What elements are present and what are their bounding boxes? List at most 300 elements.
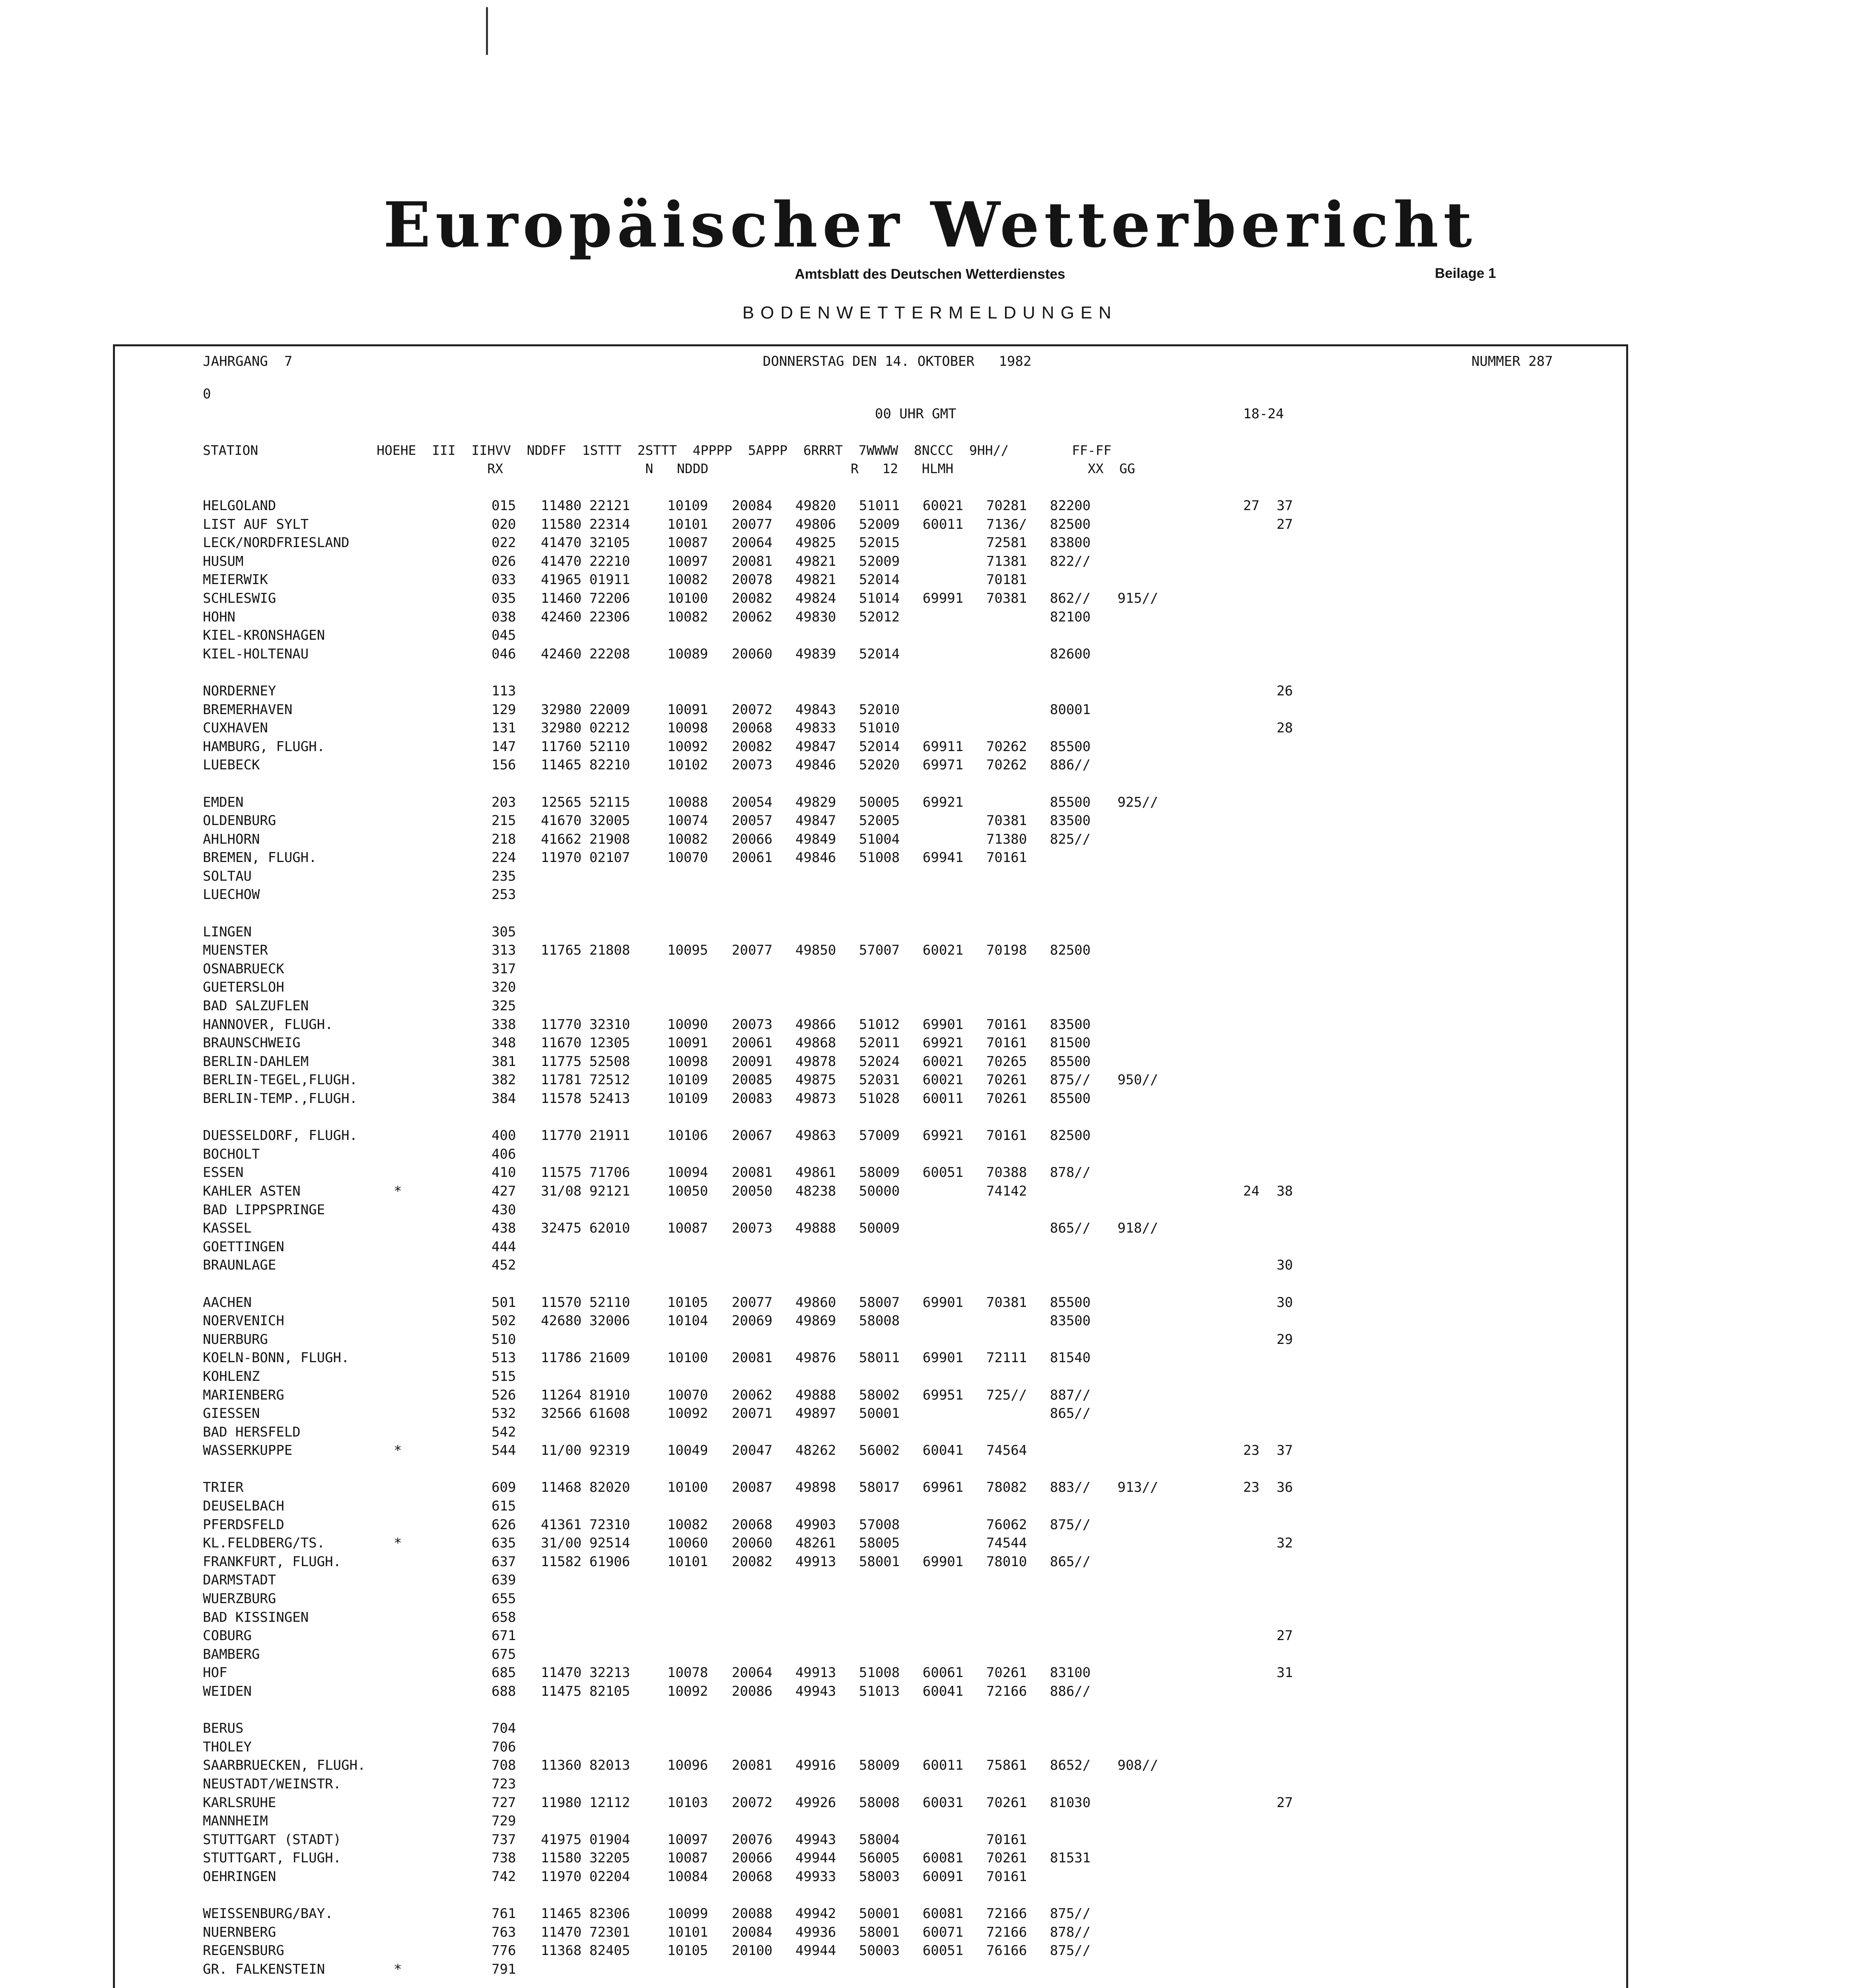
cell-station: STUTTGART, FLUGH. bbox=[203, 1850, 341, 1866]
cell-station: AACHEN bbox=[203, 1294, 252, 1310]
cell-station-id: 513 bbox=[492, 1350, 516, 1366]
cell-group-2sttt: 20084 bbox=[732, 1924, 773, 1940]
cell-group-2sttt: 20091 bbox=[732, 1053, 773, 1070]
cell-group-7wwww: 725// bbox=[986, 1387, 1027, 1403]
cell-group-8nccc: 875// bbox=[1050, 1906, 1091, 1922]
cell-group-9hh: 918// bbox=[1118, 1220, 1158, 1237]
cell-station-id: 305 bbox=[492, 924, 516, 940]
cell-station-id: 542 bbox=[492, 1424, 516, 1440]
cell-group-4pppp: 49820 bbox=[795, 498, 836, 514]
cell-nddff: 12112 bbox=[589, 1794, 630, 1811]
cell-ff-gg: 37 bbox=[1277, 1442, 1293, 1459]
cell-group-1sttt: 10092 bbox=[667, 1683, 708, 1699]
cell-group-1sttt: 10082 bbox=[667, 1516, 708, 1533]
cell-group-7wwww: 7136/ bbox=[986, 516, 1027, 532]
cell-station: KAHLER ASTEN bbox=[203, 1183, 301, 1199]
cell-nddff: 01904 bbox=[589, 1831, 630, 1848]
cell-station: PFERDSFELD bbox=[203, 1516, 284, 1533]
cell-group-7wwww: 70161 bbox=[986, 850, 1027, 866]
cell-nddff: 61608 bbox=[589, 1406, 630, 1422]
cell-station-id: 313 bbox=[492, 942, 516, 959]
cell-group-6rrrt: 60031 bbox=[923, 1794, 964, 1811]
cell-station: BREMERHAVEN bbox=[203, 701, 293, 718]
cell-nddff: 52508 bbox=[589, 1053, 630, 1070]
cell-group-1sttt: 10103 bbox=[667, 1794, 708, 1811]
cell-station-id: 253 bbox=[492, 887, 516, 903]
cell-station: LUECHOW bbox=[203, 887, 260, 903]
cell-station-id: 381 bbox=[492, 1053, 516, 1070]
cell-group-4pppp: 49850 bbox=[795, 942, 836, 959]
cell-nddff: 22210 bbox=[589, 553, 630, 569]
cell-iihvv: 31/00 bbox=[541, 1535, 582, 1551]
cell-nddff: 32205 bbox=[589, 1850, 630, 1866]
cell-station-id: 737 bbox=[492, 1831, 516, 1848]
cell-station-id: 406 bbox=[492, 1146, 516, 1162]
cell-group-2sttt: 20061 bbox=[732, 850, 773, 866]
cell-group-1sttt: 10049 bbox=[667, 1442, 708, 1459]
cell-group-2sttt: 20073 bbox=[732, 1016, 773, 1033]
cell-nddff: 72310 bbox=[589, 1516, 630, 1533]
cell-iihvv: 41975 bbox=[541, 1831, 582, 1848]
cell-group-4pppp: 49944 bbox=[795, 1943, 836, 1959]
cell-station: LECK/NORDFRIESLAND bbox=[203, 535, 350, 551]
cell-group-8nccc: 878// bbox=[1050, 1165, 1091, 1181]
cell-station: BOCHOLT bbox=[203, 1146, 260, 1162]
cell-group-5appp: 50001 bbox=[859, 1406, 900, 1422]
cell-ff-gg: 30 bbox=[1277, 1257, 1293, 1274]
cell-group-6rrrt: 60071 bbox=[923, 1924, 964, 1940]
cell-station-id: 035 bbox=[492, 590, 516, 606]
cell-group-4pppp: 49846 bbox=[795, 850, 836, 866]
cell-group-5appp: 51004 bbox=[859, 831, 900, 847]
cell-mountain-mark: * bbox=[394, 1183, 402, 1199]
cell-nddff: 71706 bbox=[589, 1165, 630, 1181]
cell-iihvv: 41470 bbox=[541, 553, 582, 569]
cell-group-4pppp: 49824 bbox=[795, 590, 836, 606]
cell-group-1sttt: 10091 bbox=[667, 1035, 708, 1051]
cell-group-5appp: 52011 bbox=[859, 1035, 900, 1051]
cell-nddff: 92121 bbox=[589, 1183, 630, 1199]
cell-station: DUESSELDORF, FLUGH. bbox=[203, 1128, 358, 1144]
cell-station: BAD LIPPSPRINGE bbox=[203, 1202, 325, 1218]
cell-group-2sttt: 20068 bbox=[732, 720, 773, 736]
cell-station-id: 400 bbox=[492, 1128, 516, 1144]
cell-station-id: 156 bbox=[492, 757, 516, 773]
cell-group-1sttt: 10101 bbox=[667, 1924, 708, 1940]
cell-station-id: 742 bbox=[492, 1868, 516, 1885]
cell-group-8nccc: 85500 bbox=[1050, 738, 1091, 755]
cell-iihvv: 11570 bbox=[541, 1294, 582, 1310]
cell-station: WUERZBURG bbox=[203, 1591, 276, 1607]
cell-nddff: 12305 bbox=[589, 1035, 630, 1051]
cell-iihvv: 11775 bbox=[541, 1053, 582, 1070]
cell-group-2sttt: 20082 bbox=[732, 738, 773, 755]
cell-iihvv: 11980 bbox=[541, 1794, 582, 1811]
cell-group-4pppp: 49868 bbox=[795, 1035, 836, 1051]
cell-station: HUSUM bbox=[203, 553, 244, 569]
cell-group-1sttt: 10082 bbox=[667, 609, 708, 625]
cell-station-id: 015 bbox=[492, 498, 516, 514]
cell-station-id: 317 bbox=[492, 961, 516, 977]
cell-group-7wwww: 78010 bbox=[986, 1553, 1027, 1570]
cell-station: KIEL-KRONSHAGEN bbox=[203, 627, 325, 644]
cell-group-2sttt: 20071 bbox=[732, 1406, 773, 1422]
cell-group-5appp: 52020 bbox=[859, 757, 900, 773]
cell-iihvv: 41965 bbox=[541, 572, 582, 588]
cell-group-1sttt: 10087 bbox=[667, 1220, 708, 1237]
cell-group-4pppp: 49821 bbox=[795, 553, 836, 569]
cell-iihvv: 11470 bbox=[541, 1665, 582, 1681]
cell-iihvv: 11580 bbox=[541, 516, 582, 532]
cell-group-8nccc: 887// bbox=[1050, 1387, 1091, 1403]
cell-group-6rrrt: 60041 bbox=[923, 1442, 964, 1459]
cell-ff-gg: 27 bbox=[1277, 516, 1293, 532]
cell-mountain-mark: * bbox=[394, 1535, 402, 1551]
cell-station: BERUS bbox=[203, 1720, 244, 1737]
cell-group-4pppp: 49878 bbox=[795, 1053, 836, 1070]
cell-station: MUENSTER bbox=[203, 942, 268, 959]
cell-station: KOHLENZ bbox=[203, 1368, 260, 1384]
cell-group-1sttt: 10101 bbox=[667, 1553, 708, 1570]
cell-station: WEISSENBURG/BAY. bbox=[203, 1906, 333, 1922]
cell-station: BERLIN-DAHLEM bbox=[203, 1053, 309, 1070]
cell-group-9hh: 925// bbox=[1118, 794, 1158, 810]
cell-station-id: 526 bbox=[492, 1387, 516, 1403]
cell-group-4pppp: 49888 bbox=[795, 1387, 836, 1403]
cell-group-2sttt: 20047 bbox=[732, 1442, 773, 1459]
cell-group-2sttt: 20060 bbox=[732, 646, 773, 662]
cell-ff-xx: 23 bbox=[1243, 1442, 1259, 1459]
cell-nddff: 32213 bbox=[589, 1665, 630, 1681]
cell-group-8nccc: 83500 bbox=[1050, 813, 1091, 829]
cell-group-5appp: 58009 bbox=[859, 1165, 900, 1181]
cell-group-7wwww: 70265 bbox=[986, 1053, 1027, 1070]
cell-group-6rrrt: 60061 bbox=[923, 1665, 964, 1681]
cell-station: COBURG bbox=[203, 1628, 252, 1644]
cell-station: ESSEN bbox=[203, 1165, 244, 1181]
cell-station: BERLIN-TEGEL,FLUGH. bbox=[203, 1072, 358, 1088]
cell-group-2sttt: 20066 bbox=[732, 1850, 773, 1866]
cell-group-2sttt: 20077 bbox=[732, 1294, 773, 1310]
cell-station: KASSEL bbox=[203, 1220, 252, 1237]
cell-group-5appp: 58008 bbox=[859, 1794, 900, 1811]
cell-station: LUEBECK bbox=[203, 757, 260, 773]
cell-group-8nccc: 875// bbox=[1050, 1943, 1091, 1959]
supplement-label: Beilage 1 bbox=[1435, 266, 1496, 281]
cell-group-1sttt: 10087 bbox=[667, 1850, 708, 1866]
cell-ff-xx: 24 bbox=[1243, 1183, 1259, 1199]
cell-group-8nccc: 825// bbox=[1050, 831, 1091, 847]
cell-group-8nccc: 82500 bbox=[1050, 942, 1091, 959]
cell-group-6rrrt: 60021 bbox=[923, 1072, 964, 1088]
cell-group-5appp: 52031 bbox=[859, 1072, 900, 1088]
cell-group-5appp: 50009 bbox=[859, 1220, 900, 1237]
cell-station-id: 325 bbox=[492, 998, 516, 1014]
cell-nddff: 52110 bbox=[589, 1294, 630, 1310]
cell-station-id: 791 bbox=[492, 1961, 516, 1977]
cell-station-id: 655 bbox=[492, 1591, 516, 1607]
cell-nddff: 81910 bbox=[589, 1387, 630, 1403]
cell-group-2sttt: 20069 bbox=[732, 1313, 773, 1329]
cell-group-1sttt: 10050 bbox=[667, 1183, 708, 1199]
cell-group-6rrrt: 60011 bbox=[923, 1757, 964, 1774]
cell-group-2sttt: 20050 bbox=[732, 1183, 773, 1199]
cell-station-id: 218 bbox=[492, 831, 516, 847]
cell-iihvv: 11368 bbox=[541, 1943, 582, 1959]
cell-group-2sttt: 20073 bbox=[732, 757, 773, 773]
cell-station: MARIENBERG bbox=[203, 1387, 284, 1403]
cell-group-2sttt: 20085 bbox=[732, 1072, 773, 1088]
cell-station: MEIERWIK bbox=[203, 572, 268, 588]
cell-group-4pppp: 49806 bbox=[795, 516, 836, 532]
cell-group-4pppp: 49897 bbox=[795, 1406, 836, 1422]
cell-station-id: 685 bbox=[492, 1665, 516, 1681]
cell-group-8nccc: 85500 bbox=[1050, 1091, 1091, 1107]
cell-station-id: 452 bbox=[492, 1257, 516, 1274]
cell-group-2sttt: 20081 bbox=[732, 1350, 773, 1366]
cell-group-2sttt: 20081 bbox=[732, 1165, 773, 1181]
cell-nddff: 22009 bbox=[589, 701, 630, 718]
cell-station: SOLTAU bbox=[203, 868, 252, 884]
cell-station-id: 501 bbox=[492, 1294, 516, 1310]
cell-group-6rrrt: 60081 bbox=[923, 1906, 964, 1922]
cell-group-5appp: 58003 bbox=[859, 1868, 900, 1885]
cell-group-6rrrt: 69901 bbox=[923, 1016, 964, 1033]
cell-station-id: 045 bbox=[492, 627, 516, 644]
cell-nddff: 82210 bbox=[589, 757, 630, 773]
cell-iihvv: 11470 bbox=[541, 1924, 582, 1940]
cell-station-id: 033 bbox=[492, 572, 516, 588]
cell-group-6rrrt: 60041 bbox=[923, 1683, 964, 1699]
cell-group-8nccc: 862// bbox=[1050, 590, 1091, 606]
cell-group-2sttt: 20067 bbox=[732, 1128, 773, 1144]
cell-station: KIEL-HOLTENAU bbox=[203, 646, 309, 662]
cell-group-9hh: 915// bbox=[1118, 590, 1158, 606]
cell-group-1sttt: 10099 bbox=[667, 1906, 708, 1922]
cell-group-5appp: 52010 bbox=[859, 701, 900, 718]
cell-station: OSNABRUECK bbox=[203, 961, 284, 977]
cell-station-id: 708 bbox=[492, 1757, 516, 1774]
cell-group-8nccc: 878// bbox=[1050, 1924, 1091, 1940]
cell-iihvv: 12565 bbox=[541, 794, 582, 810]
cell-group-4pppp: 49936 bbox=[795, 1924, 836, 1940]
cell-group-8nccc: 85500 bbox=[1050, 1053, 1091, 1070]
cell-nddff: 82020 bbox=[589, 1479, 630, 1496]
cell-station-id: 430 bbox=[492, 1202, 516, 1218]
cell-group-7wwww: 70181 bbox=[986, 572, 1027, 588]
cell-group-4pppp: 49913 bbox=[795, 1665, 836, 1681]
cell-group-6rrrt: 60021 bbox=[923, 498, 964, 514]
observation-time: 00 UHR GMT bbox=[875, 406, 956, 422]
cell-iihvv: 42680 bbox=[541, 1313, 582, 1329]
cell-station-id: 729 bbox=[492, 1813, 516, 1829]
cell-group-8nccc: 865// bbox=[1050, 1220, 1091, 1237]
cell-group-1sttt: 10070 bbox=[667, 1387, 708, 1403]
cell-station: SAARBRUECKEN, FLUGH. bbox=[203, 1757, 366, 1774]
cell-station-id: 320 bbox=[492, 979, 516, 996]
cell-iihvv: 11786 bbox=[541, 1350, 582, 1366]
cell-station-id: 235 bbox=[492, 868, 516, 884]
cell-iihvv: 11480 bbox=[541, 498, 582, 514]
cell-group-2sttt: 20084 bbox=[732, 498, 773, 514]
cell-group-8nccc: 83800 bbox=[1050, 535, 1091, 551]
cell-station-id: 026 bbox=[492, 553, 516, 569]
cell-iihvv: 11580 bbox=[541, 1850, 582, 1866]
cell-nddff: 32006 bbox=[589, 1313, 630, 1329]
cell-group-6rrrt: 69901 bbox=[923, 1553, 964, 1570]
cell-group-8nccc: 81030 bbox=[1050, 1794, 1091, 1811]
cell-group-8nccc: 8652/ bbox=[1050, 1757, 1091, 1774]
cell-group-4pppp: 49829 bbox=[795, 794, 836, 810]
cell-group-1sttt: 10101 bbox=[667, 516, 708, 532]
cell-station-id: 635 bbox=[492, 1535, 516, 1551]
cell-iihvv: 11360 bbox=[541, 1757, 582, 1774]
cell-nddff: 82306 bbox=[589, 1906, 630, 1922]
cell-group-7wwww: 70261 bbox=[986, 1665, 1027, 1681]
cell-iihvv: 11970 bbox=[541, 850, 582, 866]
cell-station: HANNOVER, FLUGH. bbox=[203, 1016, 333, 1033]
cell-group-2sttt: 20072 bbox=[732, 1794, 773, 1811]
cell-iihvv: 11468 bbox=[541, 1479, 582, 1496]
cell-station: KOELN-BONN, FLUGH. bbox=[203, 1350, 350, 1366]
cell-group-2sttt: 20062 bbox=[732, 609, 773, 625]
cell-station-id: 038 bbox=[492, 609, 516, 625]
cell-group-8nccc: 83500 bbox=[1050, 1016, 1091, 1033]
cell-group-4pppp: 49821 bbox=[795, 572, 836, 588]
cell-group-7wwww: 70161 bbox=[986, 1128, 1027, 1144]
cell-group-7wwww: 70161 bbox=[986, 1868, 1027, 1885]
cell-group-7wwww: 70261 bbox=[986, 1850, 1027, 1866]
cell-station-id: 675 bbox=[492, 1646, 516, 1662]
cell-group-5appp: 52014 bbox=[859, 646, 900, 662]
cell-group-6rrrt: 69911 bbox=[923, 738, 964, 755]
cell-station-id: 384 bbox=[492, 1091, 516, 1107]
cell-station-id: 776 bbox=[492, 1943, 516, 1959]
cell-group-1sttt: 10105 bbox=[667, 1294, 708, 1310]
cell-station: NOERVENICH bbox=[203, 1313, 284, 1329]
cell-group-4pppp: 49830 bbox=[795, 609, 836, 625]
cell-group-2sttt: 20054 bbox=[732, 794, 773, 810]
cell-iihvv: 11770 bbox=[541, 1128, 582, 1144]
cell-group-1sttt: 10087 bbox=[667, 535, 708, 551]
cell-group-5appp: 51008 bbox=[859, 1665, 900, 1681]
cell-group-7wwww: 70381 bbox=[986, 813, 1027, 829]
cell-station-id: 046 bbox=[492, 646, 516, 662]
cell-station-id: 510 bbox=[492, 1331, 516, 1347]
cell-group-5appp: 51008 bbox=[859, 850, 900, 866]
cell-group-7wwww: 71380 bbox=[986, 831, 1027, 847]
cell-station-id: 203 bbox=[492, 794, 516, 810]
cell-station-id: 410 bbox=[492, 1165, 516, 1181]
cell-group-5appp: 58009 bbox=[859, 1757, 900, 1774]
cell-group-7wwww: 70161 bbox=[986, 1035, 1027, 1051]
cell-group-8nccc: 82200 bbox=[1050, 498, 1091, 514]
cell-station: GOETTINGEN bbox=[203, 1239, 284, 1255]
cell-group-2sttt: 20076 bbox=[732, 1831, 773, 1848]
cell-nddff: 92319 bbox=[589, 1442, 630, 1459]
cell-station-id: 761 bbox=[492, 1906, 516, 1922]
cell-group-8nccc: 81500 bbox=[1050, 1035, 1091, 1051]
cell-group-4pppp: 49933 bbox=[795, 1868, 836, 1885]
cell-group-4pppp: 49847 bbox=[795, 813, 836, 829]
cell-group-7wwww: 70388 bbox=[986, 1165, 1027, 1181]
cell-group-4pppp: 49875 bbox=[795, 1072, 836, 1088]
cell-group-4pppp: 49833 bbox=[795, 720, 836, 736]
cell-ff-gg: 38 bbox=[1277, 1183, 1293, 1199]
cell-group-2sttt: 20061 bbox=[732, 1035, 773, 1051]
cell-group-1sttt: 10091 bbox=[667, 701, 708, 718]
cell-group-7wwww: 70281 bbox=[986, 498, 1027, 514]
cell-group-4pppp: 49916 bbox=[795, 1757, 836, 1774]
cell-group-9hh: 913// bbox=[1118, 1479, 1158, 1496]
cell-group-2sttt: 20060 bbox=[732, 1535, 773, 1551]
cell-group-6rrrt: 60011 bbox=[923, 516, 964, 532]
cell-group-6rrrt: 69951 bbox=[923, 1387, 964, 1403]
cell-station-id: 723 bbox=[492, 1776, 516, 1792]
cell-station: BREMEN, FLUGH. bbox=[203, 850, 317, 866]
cell-group-7wwww: 70261 bbox=[986, 1794, 1027, 1811]
cell-station: BRAUNLAGE bbox=[203, 1257, 276, 1274]
cell-group-7wwww: 70261 bbox=[986, 1091, 1027, 1107]
cell-group-4pppp: 49847 bbox=[795, 738, 836, 755]
cell-station: BAMBERG bbox=[203, 1646, 260, 1662]
marker-label: 0 bbox=[203, 386, 211, 402]
cell-ff-gg: 32 bbox=[1277, 1535, 1293, 1551]
cell-group-1sttt: 10088 bbox=[667, 794, 708, 810]
cell-group-5appp: 58001 bbox=[859, 1553, 900, 1570]
cell-group-1sttt: 10078 bbox=[667, 1665, 708, 1681]
cell-group-5appp: 52024 bbox=[859, 1053, 900, 1070]
cell-group-1sttt: 10109 bbox=[667, 1072, 708, 1088]
cell-group-6rrrt: 60011 bbox=[923, 1091, 964, 1107]
cell-group-6rrrt: 69901 bbox=[923, 1294, 964, 1310]
cell-iihvv: 11475 bbox=[541, 1683, 582, 1699]
cell-station-id: 022 bbox=[492, 535, 516, 551]
cell-group-5appp: 51013 bbox=[859, 1683, 900, 1699]
cell-group-9hh: 908// bbox=[1118, 1757, 1158, 1774]
page-title: Europäischer Wetterbericht bbox=[383, 188, 1477, 261]
cell-station: STUTTGART (STADT) bbox=[203, 1831, 341, 1848]
cell-group-6rrrt: 69941 bbox=[923, 850, 964, 866]
cell-group-4pppp: 49866 bbox=[795, 1016, 836, 1033]
cell-station-id: 444 bbox=[492, 1239, 516, 1255]
cell-nddff: 72512 bbox=[589, 1072, 630, 1088]
cell-station-id: 382 bbox=[492, 1072, 516, 1088]
cell-group-5appp: 52012 bbox=[859, 609, 900, 625]
cell-group-1sttt: 10070 bbox=[667, 850, 708, 866]
cell-nddff: 02204 bbox=[589, 1868, 630, 1885]
column-header-line-2: RX N NDDD R 12 HLMH XX GG bbox=[203, 461, 1135, 476]
period-label: 18-24 bbox=[1243, 406, 1284, 422]
cell-group-4pppp: 49926 bbox=[795, 1794, 836, 1811]
cell-group-1sttt: 10089 bbox=[667, 646, 708, 662]
cell-group-1sttt: 10100 bbox=[667, 1479, 708, 1496]
cell-nddff: 52413 bbox=[589, 1091, 630, 1107]
cell-group-8nccc: 875// bbox=[1050, 1072, 1091, 1088]
cell-group-8nccc: 865// bbox=[1050, 1553, 1091, 1570]
cell-group-6rrrt: 60051 bbox=[923, 1165, 964, 1181]
cell-group-4pppp: 49860 bbox=[795, 1294, 836, 1310]
cell-group-6rrrt: 69991 bbox=[923, 590, 964, 606]
cell-group-4pppp: 49861 bbox=[795, 1165, 836, 1181]
cell-group-8nccc: 886// bbox=[1050, 757, 1091, 773]
cell-station-id: 020 bbox=[492, 516, 516, 532]
cell-group-7wwww: 70262 bbox=[986, 757, 1027, 773]
cell-group-2sttt: 20064 bbox=[732, 1665, 773, 1681]
cell-group-5appp: 51010 bbox=[859, 720, 900, 736]
cell-group-5appp: 56005 bbox=[859, 1850, 900, 1866]
cell-group-1sttt: 10098 bbox=[667, 1053, 708, 1070]
